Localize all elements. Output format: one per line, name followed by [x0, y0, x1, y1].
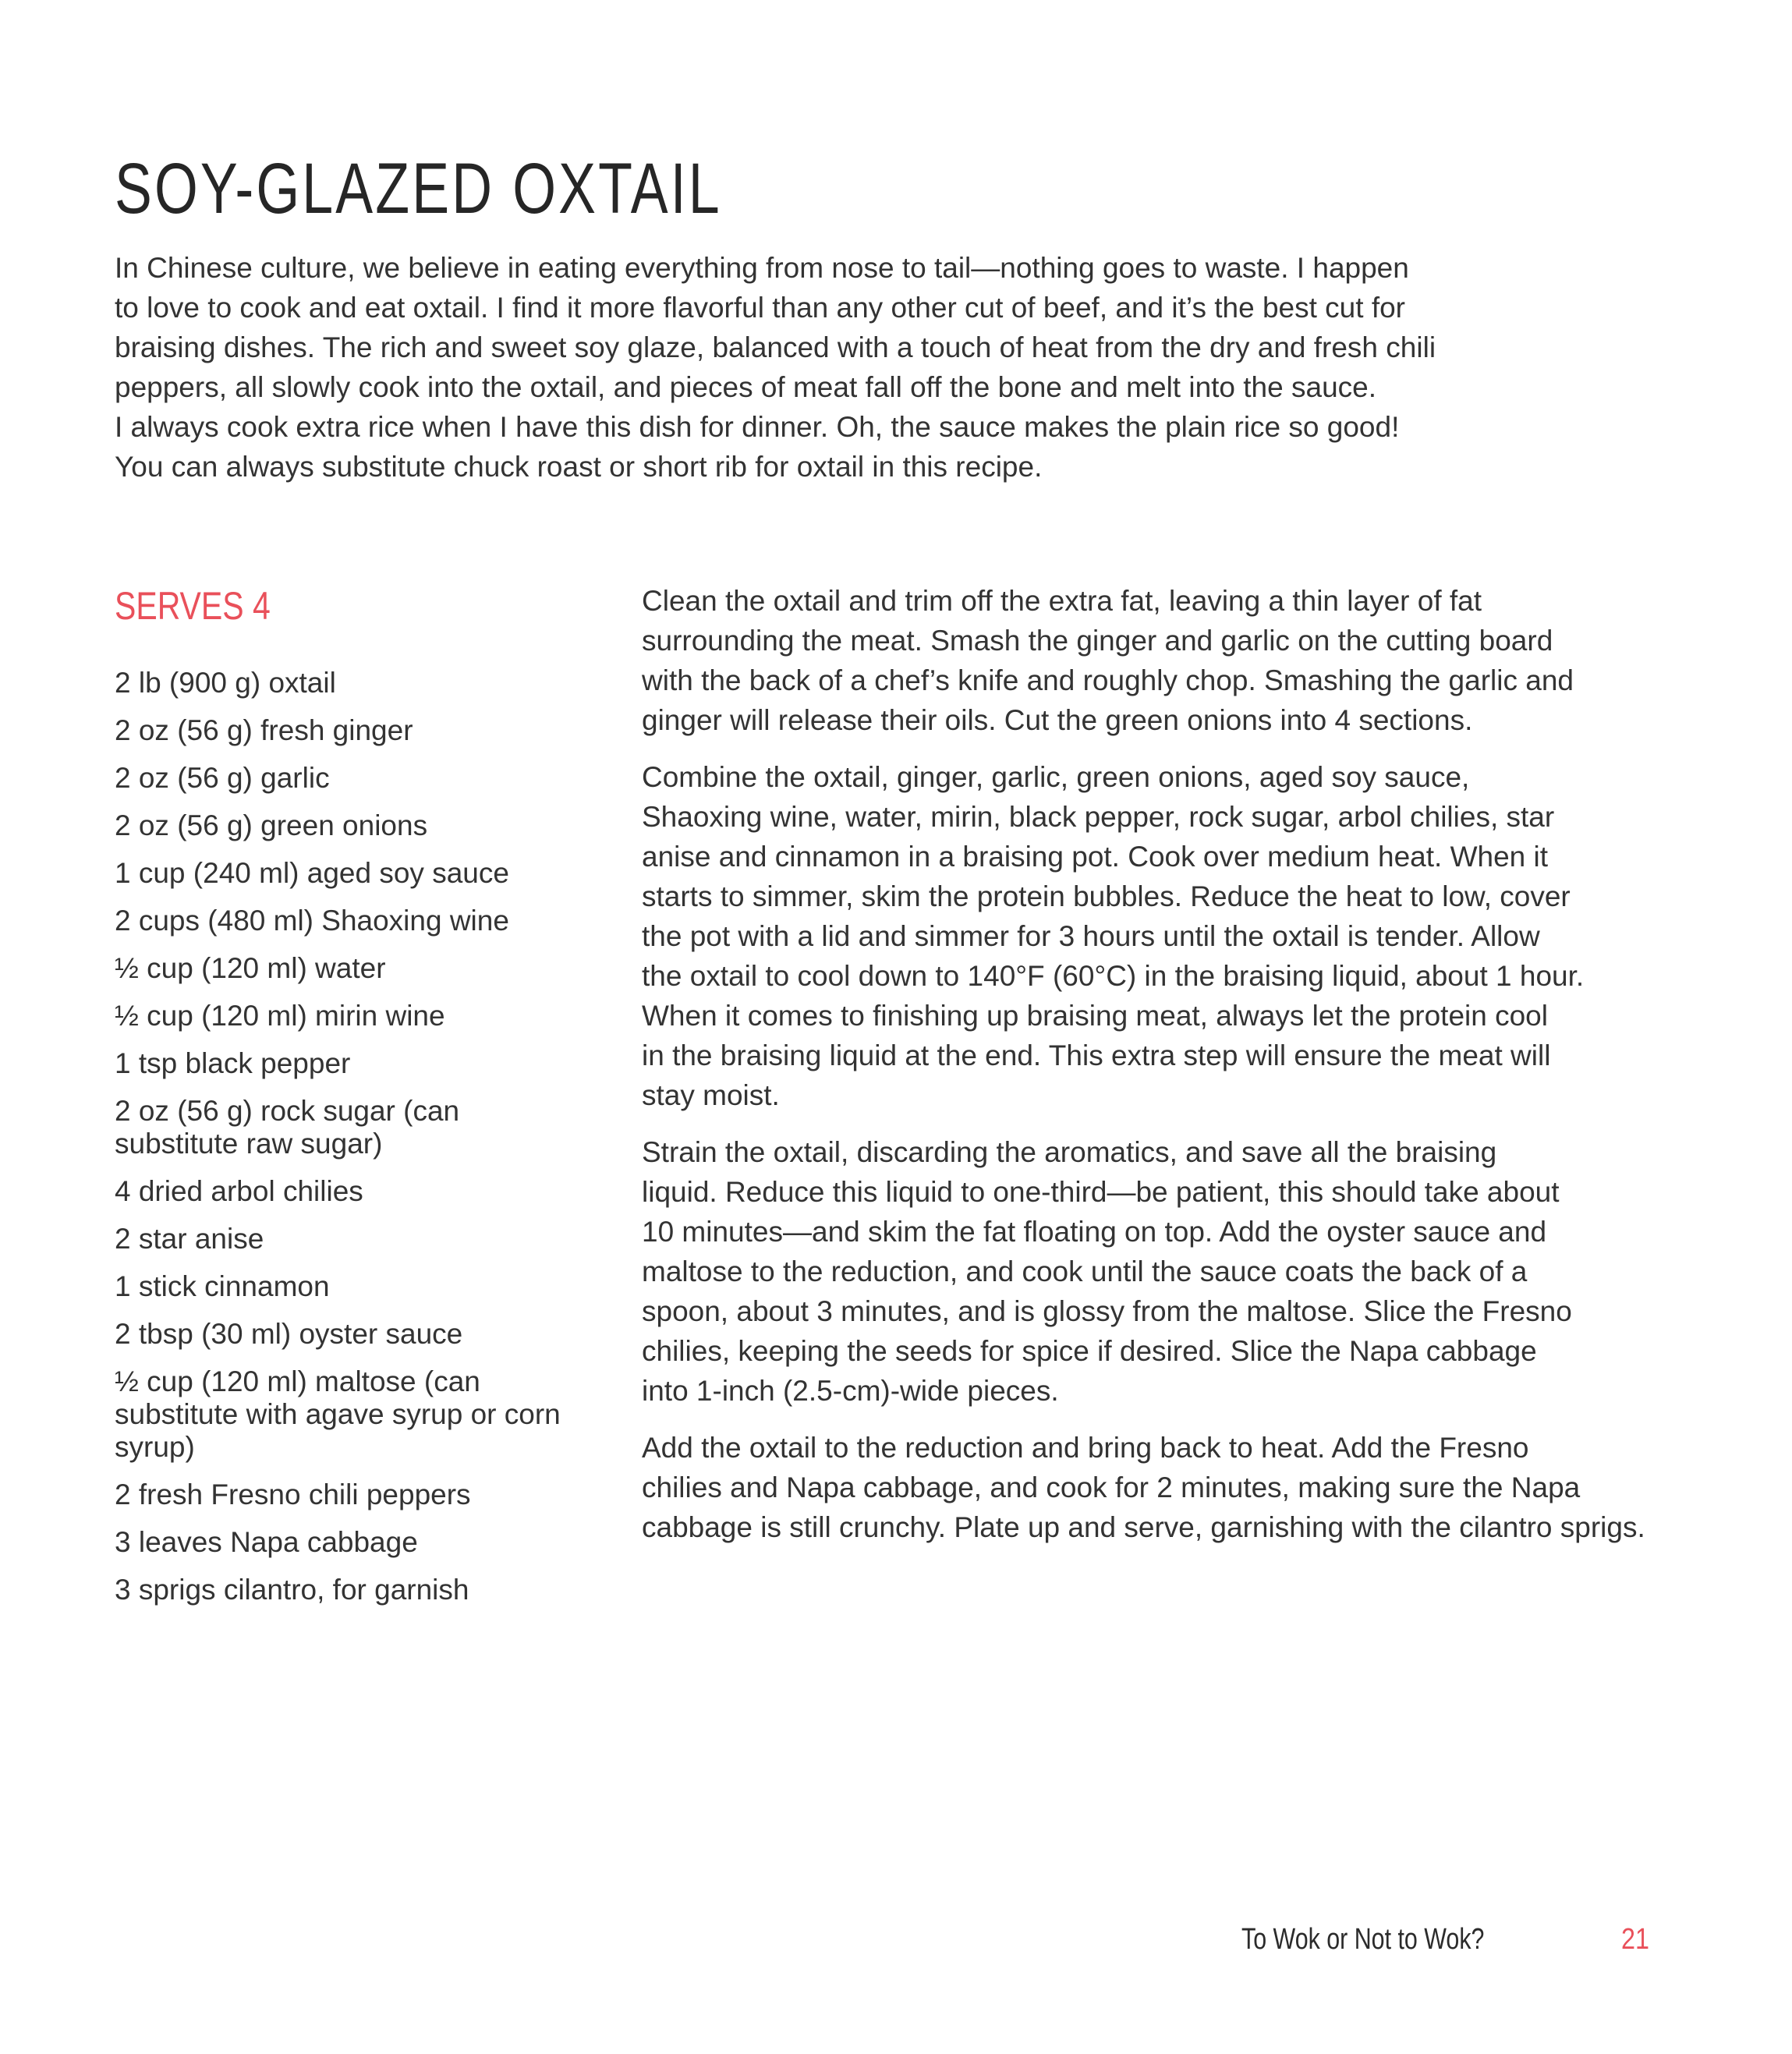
method-line: the oxtail to cool down to 140°F (60°C) in the braising liquid, about 1 hour.	[642, 960, 1585, 992]
ingredient-line: 4 dried arbol chilies	[115, 1175, 363, 1207]
intro-line: to love to cook and eat oxtail. I find it more flavorful than any other cut of beef, and it’s the best cut for	[115, 292, 1405, 324]
ingredient-item	[115, 1526, 561, 1559]
intro-line: In Chinese culture, we believe in eating everything from nose to tail—nothing goes to waste. I happen	[115, 252, 1409, 284]
ingredient-line: 2 cups (480 ml) Shaoxing wine	[115, 905, 509, 937]
ingredient-line: 2 oz (56 g) garlic	[115, 762, 330, 794]
ingredient-item	[115, 762, 561, 795]
method-line: maltose to the reduction, and cook until the sauce coats the back of a	[642, 1255, 1528, 1287]
ingredient-line: 2 tbsp (30 ml) oyster sauce	[115, 1318, 463, 1350]
method-line: chilies, keeping the seeds for spice if desired. Slice the Napa cabbage	[642, 1335, 1537, 1367]
method-line: Combine the oxtail, ginger, garlic, green onions, aged soy sauce,	[642, 761, 1470, 793]
serves-heading: SERVES 4	[115, 584, 271, 628]
ingredient-item	[115, 1175, 561, 1208]
ingredient-line: ½ cup (120 ml) water	[115, 952, 386, 984]
recipe-title: SOY-GLAZED OXTAIL	[115, 149, 722, 228]
method-line: 10 minutes—and skim the fat floating on top. Add the oyster sauce and	[642, 1216, 1547, 1248]
method-line: with the back of a chef’s knife and roughly chop. Smashing the garlic and	[642, 664, 1574, 696]
method-line: in the braising liquid at the end. This extra step will ensure the meat will	[642, 1039, 1551, 1071]
method-line: Shaoxing wine, water, mirin, black pepper, rock sugar, arbol chilies, star	[642, 801, 1555, 833]
ingredient-line: 2 oz (56 g) green onions	[115, 809, 428, 841]
ingredient-line: 2 oz (56 g) fresh ginger	[115, 714, 413, 746]
ingredient-line: substitute raw sugar)	[115, 1128, 383, 1160]
method-line: stay moist.	[642, 1079, 780, 1111]
ingredient-item	[115, 857, 561, 890]
ingredient-line: 2 oz (56 g) rock sugar (can	[115, 1095, 460, 1127]
ingredient-line: substitute with agave syrup or corn	[115, 1398, 561, 1430]
intro-line: I always cook extra rice when I have this dish for dinner. Oh, the sauce makes the plain rice so good!	[115, 411, 1400, 443]
ingredient-item	[115, 1047, 561, 1080]
ingredient-line: 2 lb (900 g) oxtail	[115, 667, 336, 699]
method-line: anise and cinnamon in a braising pot. Cook over medium heat. When it	[642, 841, 1549, 873]
method-line: the pot with a lid and simmer for 3 hours until the oxtail is tender. Allow	[642, 920, 1540, 952]
method-line: cabbage is still crunchy. Plate up and serve, garnishing with the cilantro sprigs.	[642, 1511, 1645, 1543]
ingredient-item	[115, 714, 561, 747]
ingredient-item	[115, 667, 561, 699]
method-line: spoon, about 3 minutes, and is glossy from the maltose. Slice the Fresno	[642, 1295, 1572, 1327]
method-line: When it comes to finishing up braising meat, always let the protein cool	[642, 1000, 1548, 1032]
ingredient-item	[115, 1479, 561, 1511]
method-line: starts to simmer, skim the protein bubbles. Reduce the heat to low, cover	[642, 880, 1571, 912]
method-paragraph	[642, 1428, 1645, 1547]
method-line: into 1-inch (2.5-cm)-wide pieces.	[642, 1375, 1059, 1407]
intro-line: braising dishes. The rich and sweet soy glaze, balanced with a touch of heat from the dry and fresh chili	[115, 331, 1436, 363]
ingredient-line: 2 star anise	[115, 1223, 264, 1255]
ingredient-line: ½ cup (120 ml) maltose (can	[115, 1365, 480, 1397]
ingredient-item	[115, 1095, 561, 1160]
ingredient-line: 3 sprigs cilantro, for garnish	[115, 1574, 469, 1606]
method-line: Add the oxtail to the reduction and bring back to heat. Add the Fresno	[642, 1432, 1529, 1464]
ingredient-line: 1 tsp black pepper	[115, 1047, 351, 1079]
ingredient-item	[115, 1318, 561, 1351]
method-paragraph	[642, 1132, 1645, 1411]
method-paragraph	[642, 581, 1645, 740]
ingredient-line: syrup)	[115, 1431, 195, 1463]
running-footer-book-title: To Wok or Not to Wok?	[1241, 1923, 1485, 1956]
method-line: Strain the oxtail, discarding the aromatics, and save all the braising	[642, 1136, 1497, 1168]
intro-line: You can always substitute chuck roast or short rib for oxtail in this recipe.	[115, 451, 1043, 483]
method-line: chilies and Napa cabbage, and cook for 2 minutes, making sure the Napa	[642, 1471, 1581, 1503]
ingredient-line: 3 leaves Napa cabbage	[115, 1526, 418, 1558]
ingredient-line: ½ cup (120 ml) mirin wine	[115, 1000, 445, 1032]
recipe-intro	[115, 248, 1436, 487]
ingredient-item	[115, 809, 561, 842]
ingredient-item	[115, 1365, 561, 1464]
ingredient-item	[115, 1270, 561, 1303]
ingredient-line: 2 fresh Fresno chili peppers	[115, 1479, 471, 1510]
method-line: ginger will release their oils. Cut the green onions into 4 sections.	[642, 704, 1473, 736]
ingredient-item	[115, 1000, 561, 1032]
ingredient-line: 1 cup (240 ml) aged soy sauce	[115, 857, 509, 889]
ingredient-line: 1 stick cinnamon	[115, 1270, 330, 1302]
ingredient-list	[115, 667, 561, 1621]
page-number: 21	[1621, 1923, 1649, 1956]
method-line: liquid. Reduce this liquid to one-third—be patient, this should take about	[642, 1176, 1560, 1208]
method-paragraph	[642, 757, 1645, 1115]
ingredient-item	[115, 905, 561, 937]
intro-line: peppers, all slowly cook into the oxtail, and pieces of meat fall off the bone and melt into the sauce.	[115, 371, 1377, 403]
ingredient-item	[115, 1574, 561, 1606]
method-steps	[642, 581, 1645, 1564]
method-line: surrounding the meat. Smash the ginger and garlic on the cutting board	[642, 625, 1553, 657]
ingredient-item	[115, 1223, 561, 1255]
method-line: Clean the oxtail and trim off the extra fat, leaving a thin layer of fat	[642, 585, 1482, 617]
ingredient-item	[115, 952, 561, 985]
